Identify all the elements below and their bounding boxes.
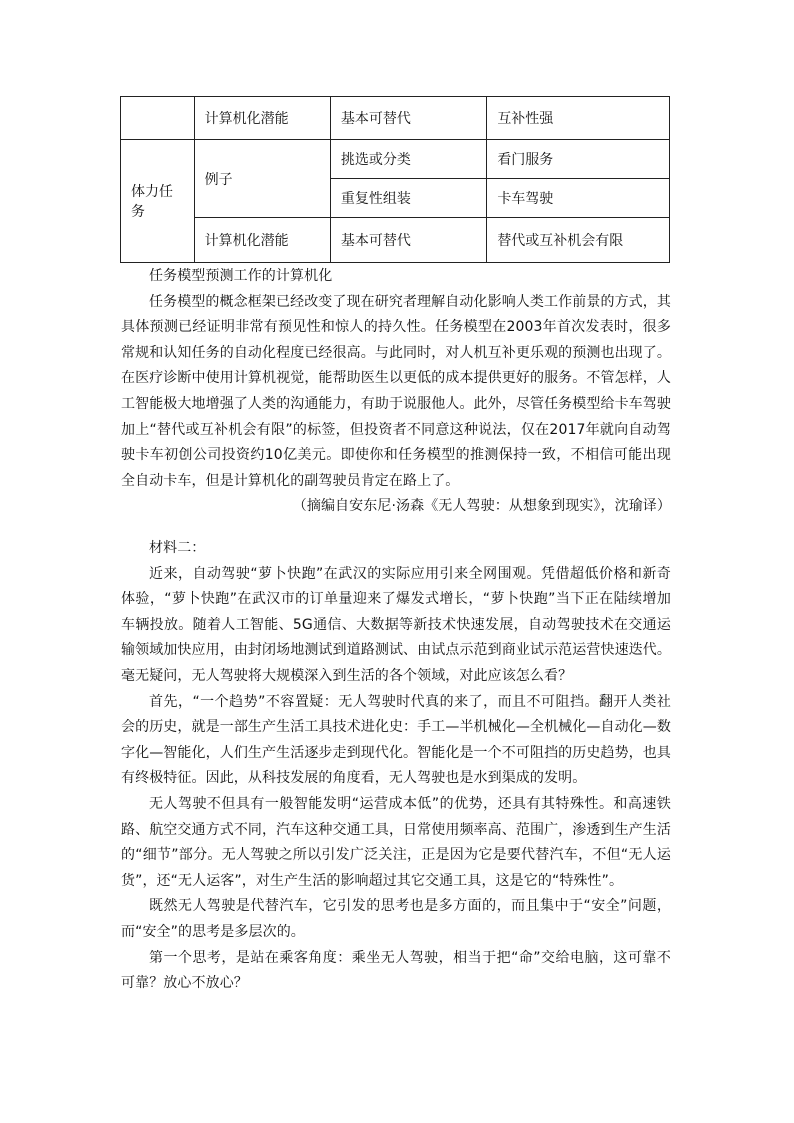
table-cell: 计算机化潜能 — [194, 97, 330, 140]
article-section-two — [121, 536, 671, 997]
table-cell: 看门服务 — [487, 140, 670, 179]
task-table — [120, 96, 670, 263]
section-heading: 任务模型预测工作的计算机化 — [149, 268, 333, 284]
table-row — [121, 218, 670, 263]
paragraph: 任务模型的概念框架已经改变了现在研究者理解自动化影响人类工作前景的方式，其具体预测已经证明非常有预见性和惊人的持久性。任务模型在2003年首次发表时，很多常规和认知任务的自动化程度已经很高。与此同时，对人机互补更乐观的预测也出现了。在医疗诊断中使用计算机视觉，能帮助医生以更低的成本提供更好的服务。不管怎样，人工智能极大地增强了人类的沟通能力，有助于说服他人。此外，尽管任务模型给卡车驾驶加上“替代或互补机会有限”的标签，但投资者不同意这种说法，仅在2017年就向自动驾驶卡车初创公司投资约10亿美元。即使你和任务模型的推测保持一致，不相信可能出现全自动卡车，但是计算机化的副驾驶员肯定在路上了。 — [121, 293, 671, 489]
table-cell: 挑选或分类 — [330, 140, 486, 179]
paragraph: 无人驾驶不但具有一般智能发明“运营成本低”的优势，还具有其特殊性。和高速铁路、航空交通方式不同，汽车这种交通工具，日常使用频率高、范围广，渗透到生产生活的“细节”部分。无人驾驶之所以引发广泛关注，正是因为它是要代替汽车，不但“无人运货”，还“无人运客”，对生产生活的影响超过其它交通工具，这是它的“特殊性”。 — [121, 795, 671, 889]
paragraph: 第一个思考，是站在乘客角度：乘坐无人驾驶，相当于把“命”交给电脑，这可靠不可靠？放心不放心？ — [121, 949, 671, 992]
table-cell-empty — [121, 97, 195, 140]
table-cell: 基本可替代 — [330, 218, 486, 263]
table-cell: 替代或互补机会有限 — [487, 218, 670, 263]
paragraph: 首先，“一个趋势”不容置疑：无人驾驶时代真的来了，而且不可阻挡。翻开人类社会的历史，就是一部生产生活工具技术进化史：手工—半机械化—全机械化—自动化—数字化—智能化，人们生产生活逐步走到现代化。智能化是一个不可阻挡的历史趋势，也具有终极特征。因此，从科技发展的角度看，无人驾驶也是水到渠成的发明。 — [121, 693, 671, 787]
table-row — [121, 97, 670, 140]
table-cell: 计算机化潜能 — [194, 218, 330, 263]
table-example-label: 例子 — [194, 140, 330, 218]
table-row — [121, 140, 670, 179]
table-cell: 基本可替代 — [330, 97, 486, 140]
table-cell: 重复性组装 — [330, 179, 486, 218]
article-section-one — [121, 264, 671, 520]
table-cell: 卡车驾驶 — [487, 179, 670, 218]
source-citation: （摘编自安东尼·汤森《无人驾驶：从想象到现实》，沈瑜译） — [292, 498, 671, 515]
table-group-label: 体力任务 — [121, 140, 195, 263]
material-label: 材料二： — [149, 540, 206, 556]
paragraph: 近来，自动驾驶“萝卜快跑”在武汉的实际应用引来全网围观。凭借超低价格和新奇体验，“萝卜快跑”在武汉市的订单量迎来了爆发式增长，“萝卜快跑”当下正在陆续增加车辆投放。随着人工智能、5G通信、大数据等新技术快速发展，自动驾驶技术在交通运输领域加快应用，由封闭场地测试到道路测试、由试点示范到商业试示范运营快速迭代。毫无疑问，无人驾驶将大规模深入到生活的各个领域，对此应该怎么看？ — [121, 565, 671, 684]
paragraph: 既然无人驾驶是代替汽车，它引发的思考也是多方面的，而且集中于“安全”问题，而“安全”的思考是多层次的。 — [121, 898, 671, 940]
table-cell: 互补性强 — [487, 97, 670, 140]
